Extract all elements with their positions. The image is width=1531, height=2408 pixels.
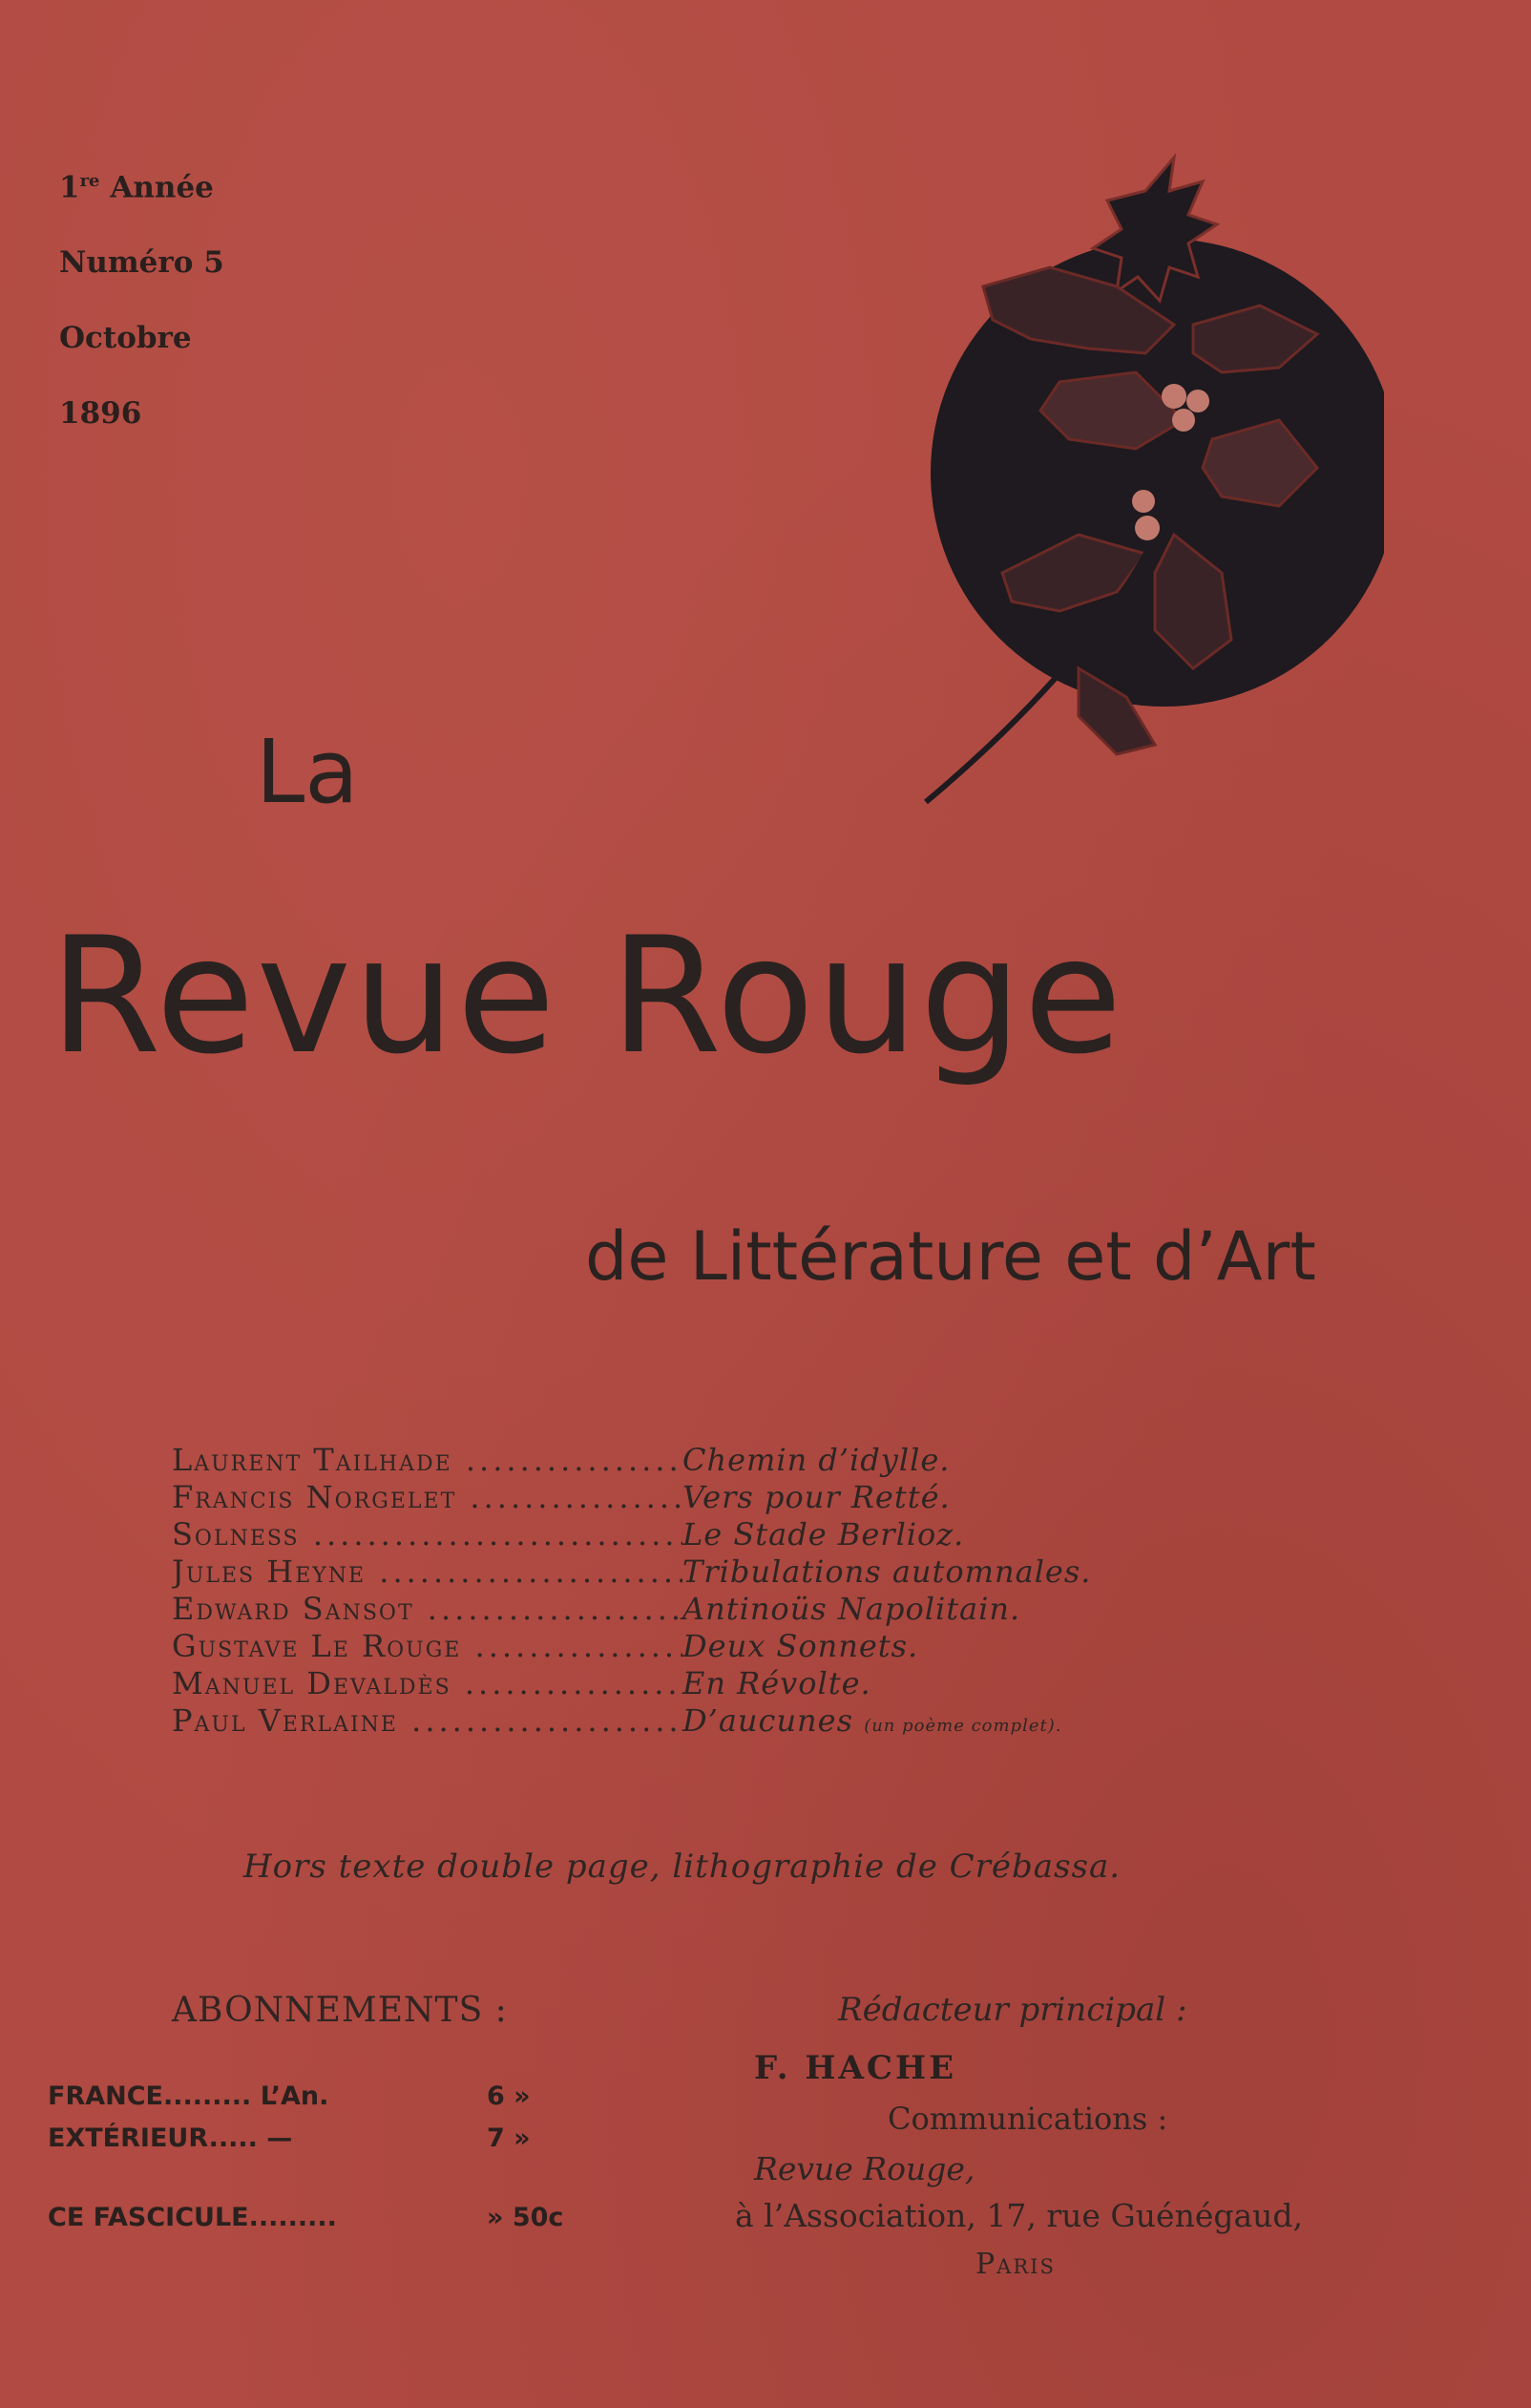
communications-label: Communications : — [888, 2101, 1168, 2137]
price-value: 7 » — [487, 2123, 531, 2153]
masthead-la: La — [256, 721, 359, 823]
issue-year-number: 1 — [59, 170, 80, 205]
issue-info — [59, 143, 224, 452]
contents-author: Gustave Le Rouge ..... — [172, 1628, 682, 1664]
contents-entry — [172, 1665, 1174, 1702]
table-of-contents — [172, 1442, 1174, 1740]
communications-city: Paris — [975, 2248, 1056, 2281]
issue-number: Numéro 5 — [59, 245, 224, 281]
contents-entry — [172, 1591, 1174, 1628]
contents-work: En Révolte. — [682, 1665, 871, 1701]
contents-author: Francis Norgelet ..... — [172, 1479, 682, 1515]
contents-author: Solness ..... — [172, 1516, 682, 1553]
contents-author: Paul Verlaine ..... — [172, 1702, 682, 1739]
contents-work: Chemin d’idylle. — [682, 1442, 951, 1478]
contents-work: Tribulations automnales. — [682, 1553, 1092, 1590]
contents-entry — [172, 1628, 1174, 1665]
editor-name: F. HACHE — [754, 2049, 956, 2087]
price-label: CE FASCICULE......... — [48, 2203, 337, 2232]
issue-year-superscript: re — [79, 171, 100, 191]
price-value: 6 » — [487, 2081, 531, 2111]
issue-month: Octobre — [59, 321, 192, 356]
price-value: » 50c — [487, 2203, 564, 2232]
price-exterieur — [48, 2123, 531, 2153]
contents-work: Antinoüs Napolitain. — [682, 1591, 1021, 1627]
contents-entry — [172, 1442, 1174, 1479]
contents-work-note: (un poème complet). — [864, 1716, 1062, 1736]
price-label: FRANCE......... L’An. — [48, 2081, 329, 2111]
contents-author: Jules Heyne ..... — [172, 1553, 682, 1590]
subscriptions-heading: ABONNEMENTS : — [172, 1991, 508, 2030]
contents-entry — [172, 1702, 1174, 1740]
hors-texte-note: Hors texte double page, lithographie de Crébassa. — [243, 1848, 1122, 1886]
contents-entry — [172, 1516, 1174, 1553]
contents-author: Edward Sansot ..... — [172, 1591, 682, 1627]
contents-work: Deux Sonnets. — [682, 1628, 919, 1664]
communications-revue: Revue Rouge, — [754, 2150, 975, 2187]
contents-work-title: D’aucunes — [682, 1702, 854, 1739]
issue-year-label: Année — [110, 170, 214, 205]
contents-author: Laurent Tailhade ..... — [172, 1442, 682, 1478]
editor-heading: Rédacteur principal : — [838, 1991, 1187, 2029]
contents-work — [682, 1702, 1061, 1739]
contents-work: Le Stade Berlioz. — [682, 1516, 965, 1553]
issue-year-line — [59, 143, 224, 225]
masthead-title: Revue Rouge — [50, 902, 1124, 1089]
communications-address: à l’Association, 17, rue Guénégaud, — [735, 2197, 1304, 2234]
issue-year: 1896 — [59, 396, 142, 432]
price-france — [48, 2081, 531, 2111]
price-label: EXTÉRIEUR..... — — [48, 2123, 293, 2153]
contents-work: Vers pour Retté. — [682, 1479, 951, 1515]
contents-author: Manuel Devaldès ..... — [172, 1665, 682, 1701]
holly-ball-ornament-icon — [888, 134, 1384, 821]
price-fascicule — [48, 2203, 564, 2232]
contents-entry — [172, 1553, 1174, 1591]
masthead-subtitle: de Littérature et d’Art — [585, 1217, 1316, 1296]
contents-entry — [172, 1479, 1174, 1516]
